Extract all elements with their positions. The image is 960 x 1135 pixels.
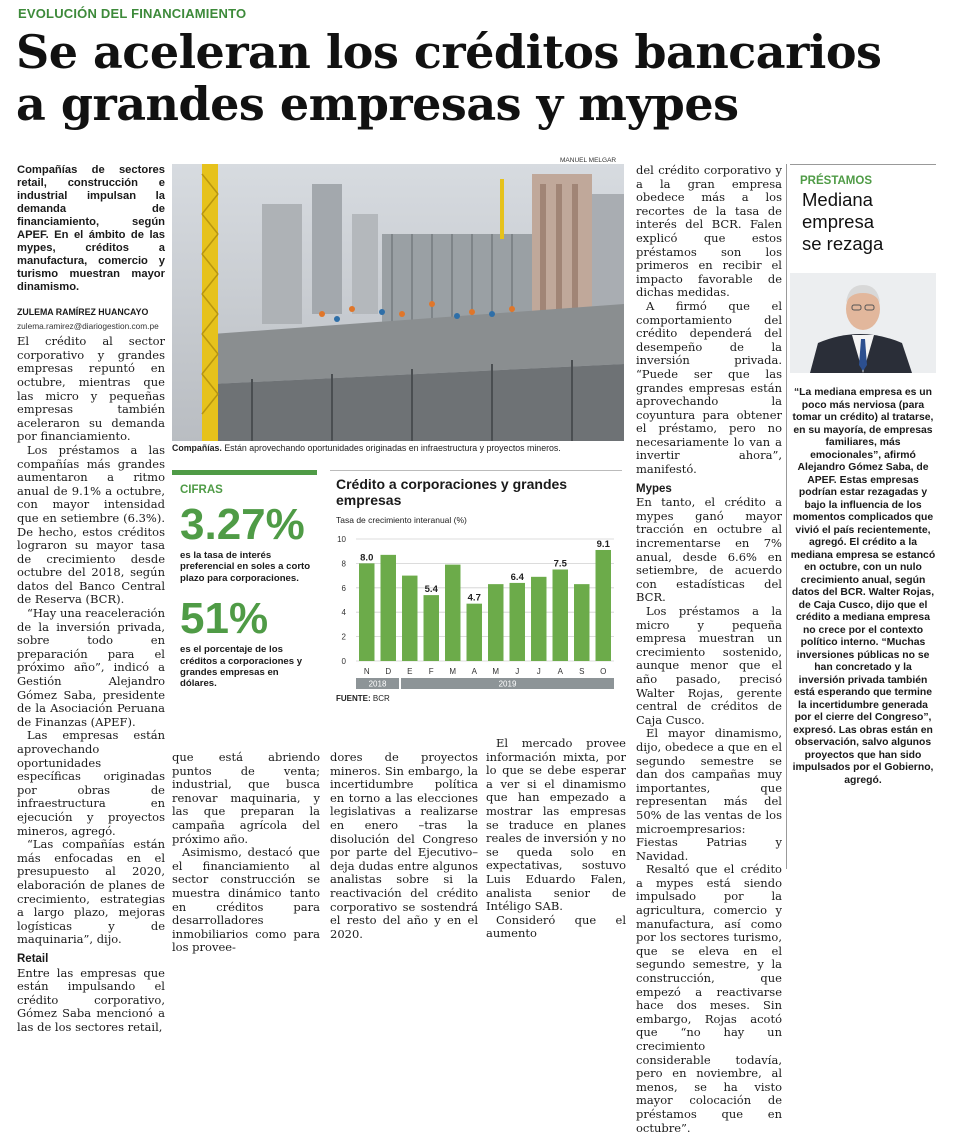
bar [445,565,460,661]
chart-title: Crédito a corporaciones y grandes empresas [336,476,568,508]
year-label: 2019 [498,679,517,689]
paragraph: Los préstamos a la micro y pequeña empresa muestran un crecimiento sostenido, aunque menor que el año pasado, precisó Walter Rojas, gerente central de créditos de Caja Cusco. [636,604,782,727]
data-label: 6.4 [510,571,524,583]
paragraph: El mayor dinamismo, dijo, obedece a que en el segundo semestre se dan dos campañas muy importantes, que representan más del 50% de las ventas de los microempresarios: Fiestas Patrias y Navidad. [636,726,782,863]
retail-subhead: Retail [17,952,49,965]
credit-chart [330,470,622,702]
y-tick-label: 8 [341,559,346,569]
paragraph: “Las compañías están más enfocadas en el presupuesto al 2020, elaboración de planes de crecimiento, estrategias a largo plazo, mejoras logísticas y de maquinaria”, dijo. [17,837,165,947]
sidebar [790,164,936,787]
x-tick-label: D [385,667,392,676]
source-value: BCR [370,694,390,703]
bar [467,604,482,661]
section-tag: EVOLUCIÓN DEL FINANCIAMIENTO [18,6,247,21]
portrait-photo [790,273,936,373]
bar [381,555,396,661]
bar [574,584,589,661]
paragraph: Resaltó que el crédito a mypes está siendo impulsado por la agricultura, comercio y manufactura, así como por los sectores turismo, que se eleva en el segundo semestre, y la construcción, que empezó a reactivarse hace dos meses. Sin embargo, Rojas acotó que “no hay un crecimiento considerable todavía, pero en noviembre, al menos, se ha visto mayor colocación de préstamos que en octubre”. [636,862,782,1135]
x-tick-label: J [515,667,520,676]
x-tick-label: J [536,667,541,676]
photo-caption [172,443,624,453]
x-tick-label: N [363,667,370,676]
lead-paragraph: Compañías de sectores retail, construcción e industrial impulsan la demanda de financiamiento, según APEF. En el ámbito de las mypes, créditos a manufactura, comercio y turismo muestran mayor dinamismo. [17,164,165,293]
y-axis-label: Tasa de crecimiento interanual (%) [336,515,467,525]
bar [553,570,568,662]
column-1 [17,164,165,1034]
data-label: 4.7 [467,592,481,604]
x-tick-label: A [557,667,563,676]
figure-51: 51% [180,594,269,644]
data-label: 8.0 [360,552,374,564]
column-2 [172,751,320,955]
paragraph: Consideró que el aumento [486,912,626,941]
x-tick-label: S [579,667,585,676]
paragraph: El crédito al sector corporativo y grandes empresas repuntó en octubre, mientras que las micro y pequeñas empresas también aceleraron su demanda por financiamiento. [17,334,165,444]
column-5 [636,164,782,1135]
cifras-box [172,470,317,702]
photo-credit: MANUEL MELGAR [560,157,617,164]
mypes-subhead: Mypes [636,482,672,495]
chart-svg [330,511,622,703]
bar [488,584,503,661]
paragraph: Entre las empresas que están impulsando el crédito corporativo, Gómez Saba mencionó a las de los sectores retail, [17,965,165,1034]
caption-lead: Compañías. [172,443,222,453]
caption-text: Están aprovechando oportunidades originadas en infraestructura y proyectos mineros. [221,443,561,453]
sidebar-title-line: se rezaga [802,233,884,254]
cifras-title: CIFRAS [180,484,223,496]
column-4 [486,737,626,941]
construction-photo [172,164,624,441]
column-3 [330,751,478,941]
paragraph: Las empresas están aprovechando oportunidades específicas originadas por obras de infraestructura en ejecución y proyectos mineros, agregó. [17,728,165,838]
bar [359,563,374,661]
figure-3-27-desc: es la tasa de interés preferencial en soles a corto plazo para corporaciones. [180,550,311,584]
paragraph: dores de proyectos mineros. Sin embargo, la incertidumbre política en torno a las elecciones legislativas a realizarse en enero –tras la disolución del Congreso por parte del Ejecutivo– deja dudas entre algunos analistas sobre si la reactivación del crédito corporativo se sostendrá el resto del año y en el 2020. [330,750,478,941]
x-tick-label: F [428,667,434,676]
paragraph: En tanto, el crédito a mypes ganó mayor tracción en octubre al incrementarse en 7% anual, desde 6.6% en setiembre, de acuerdo con estadísticas del BCR. [636,495,782,605]
data-label: 5.4 [424,584,438,596]
sidebar-title [802,189,936,255]
year-label: 2018 [368,679,387,689]
paragraph: que está abriendo puntos de venta; industrial, que busca renovar maquinaria, y las que preparan la campaña agrícola del próximo año. [172,750,320,846]
sidebar-title-line: empresa [802,211,874,232]
paragraph: Los préstamos a las compañías más grandes aumentaron a ritmo anual de 9.1% a octubre, con mayor intensidad que en setiembre (6.3%). De hecho, estos créditos lograron su mayor tasa de crecimiento desde octubre del 2018, según datos del Banco Central de Reserva (BCR). [17,442,165,607]
bar [424,595,439,661]
bar [531,577,546,661]
y-tick-label: 6 [341,583,346,593]
data-label: 9.1 [596,538,610,550]
x-tick-label: M [449,667,457,676]
y-tick-label: 0 [341,657,346,666]
x-tick-label: M [492,667,500,676]
byline: ZULEMA RAMÍREZ HUANCAYO [17,307,149,317]
data-label: 7.5 [553,558,567,570]
paragraph: El mercado provee información mixta, por lo que se debe esperar a ver si el dinamismo que han empezado a mostrar las empresas se traduce en planes reales de inversión y no se queda solo en expectativas, sostuvo Luis Eduardo Falen, analista senior de Intéligo SAB. [486,736,626,914]
bar [596,550,611,661]
y-tick-label: 10 [337,535,346,544]
portrait-illustration [790,273,936,373]
headline [16,26,946,130]
bar [402,576,417,661]
x-tick-label: E [407,667,413,676]
headline-line-1: Se aceleran los créditos bancarios [16,25,882,79]
sidebar-divider [786,164,787,869]
x-tick-label: O [600,667,607,676]
figure-3-27: 3.27% [180,500,305,549]
headline-line-2: a grandes empresas y mypes [16,77,739,131]
y-tick-label: 2 [341,632,346,642]
construction-illustration [172,164,624,441]
paragraph: Asimismo, destacó que el financiamiento al sector construcción se muestra dinámico tanto en créditos para desarrolladores inmobiliarios como para los provee- [172,845,320,955]
sidebar-tag: PRÉSTAMOS [800,175,872,187]
paragraph: A firmó que el comportamiento del crédito dependerá del desempeño de la inversión privada. “Puede ser que las grandes empresas están aprovechando la coyuntura para obtener el préstamo, pero no necesariamente lo van a invertir ahora”, manifestó. [636,298,782,477]
sidebar-title-line: Mediana [802,189,873,210]
chart-source [336,694,390,703]
sidebar-text: “La mediana empresa es un poco más nerviosa (para tomar un crédito) al tratarse, en su mayoría, de empresas familiares, más emocionales”, afirmó Alejandro Gómez Saba, de APEF. Estas empresas podrían estar rezagadas y bajo la influencia de los momentos complicados que vivió el país recientemente, agregó. El crédito a la mediana empresa se estancó en octubre, con un nulo crecimiento anual, según datos del BCR. Walter Rojas, de Caja Cusco, dijo que el crédito a mediana empresa no crece por el contexto político interno. “Muchas inversiones públicas no se han concretado y la inversión privada también está esperando que termine la incertidumbre generada por el cierre del Congreso”, expresó. Las obras están en observación, salvo algunos proyectos que han sido impulsados por el Gobierno, agregó. [790,387,936,786]
x-tick-label: A [471,667,477,676]
paragraph: “Hay una reaceleración de la inversión privada, sobre todo en preparación para el próximo año”, indicó a Gestión Alejandro Gómez Saba, presidente de la Asociación Peruana de Finanzas (APEF). [17,606,165,729]
paragraph: del crédito corporativo y a la gran empresa obedece más a los recortes de la tasa de interés del BCR. Falen explicó que estos préstamos son los primeros en recibir el impacto favorable de dichas medidas. [636,163,782,300]
figure-51-desc: es el porcentaje de los créditos a corporaciones y grandes empresas en dólares. [180,644,303,690]
y-tick-label: 4 [341,608,346,618]
source-label: FUENTE: [336,694,371,703]
bar [510,583,525,661]
author-email[interactable]: zulema.ramirez@diariogestion.com.pe [17,320,159,331]
